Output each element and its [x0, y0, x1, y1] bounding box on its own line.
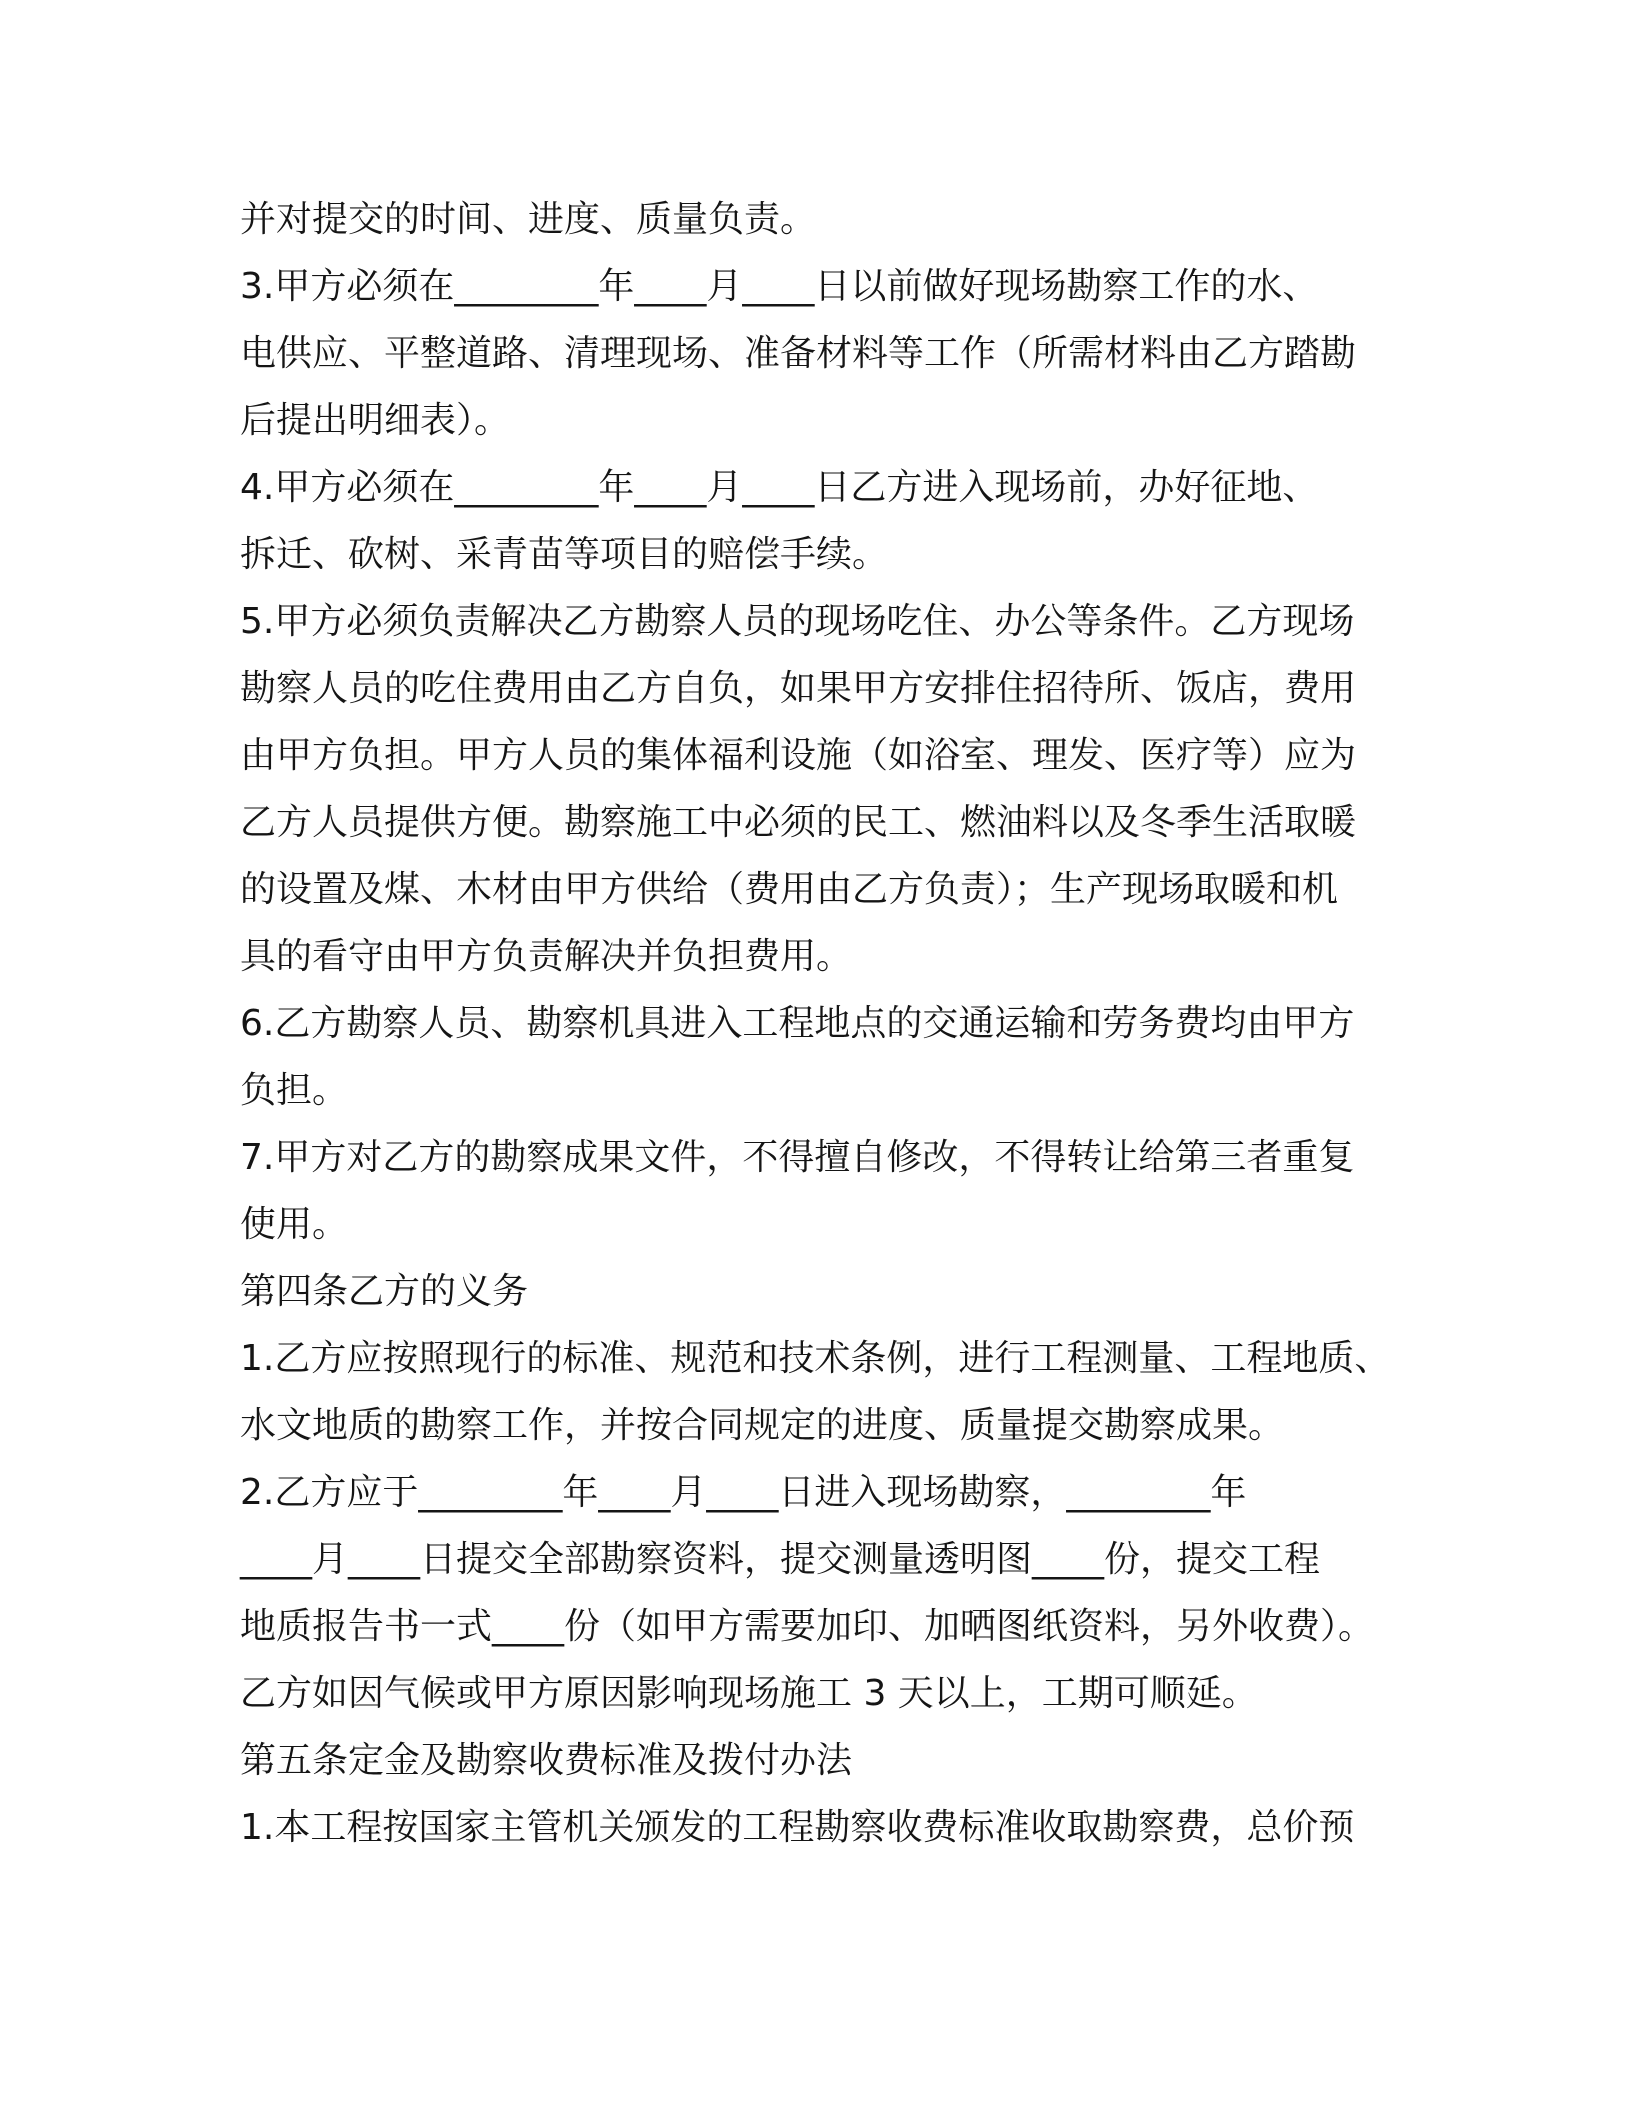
- text-line-15: 7.甲方对乙方的勘察成果文件，不得擅自修改，不得转让给第三者重复: [240, 1137, 1355, 1178]
- text-line-14: 负担。: [240, 1070, 349, 1111]
- text-line-5: 4.甲方必须在________年____月____日乙方进入现场前，办好征地、: [240, 467, 1319, 508]
- text-line-3: 电供应、平整道路、清理现场、准备材料等工作（所需材料由乙方踏勘: [240, 333, 1357, 374]
- text-line-16: 使用。: [240, 1204, 349, 1245]
- text-line-9: 由甲方负担。甲方人员的集体福利设施（如浴室、理发、医疗等）应为: [240, 735, 1357, 776]
- text-line-13: 6.乙方勘察人员、勘察机具进入工程地点的交通运输和劳务费均由甲方: [240, 1003, 1355, 1044]
- text-line-12: 具的看守由甲方负责解决并负担费用。: [240, 936, 853, 977]
- text-line-18: 1.乙方应按照现行的标准、规范和技术条例，进行工程测量、工程地质、: [240, 1338, 1391, 1379]
- text-line-23: 乙方如因气候或甲方原因影响现场施工 3 天以上，工期可顺延。: [240, 1673, 1258, 1714]
- text-line-4: 后提出明细表）。: [240, 400, 511, 441]
- text-line-22: 地质报告书一式____份（如甲方需要加印、加晒图纸资料，另外收费）。: [240, 1606, 1375, 1647]
- text-line-1: 并对提交的时间、进度、质量负责。: [240, 199, 817, 240]
- text-line-11: 的设置及煤、木材由甲方供给（费用由乙方负责）；生产现场取暖和机: [240, 869, 1339, 910]
- section-heading-article-4: 第四条乙方的义务: [240, 1271, 529, 1312]
- text-line-10: 乙方人员提供方便。勘察施工中必须的民工、燃油料以及冬季生活取暖: [240, 802, 1357, 843]
- text-line-20: 2.乙方应于________年____月____日进入现场勘察，________年: [240, 1472, 1247, 1513]
- contract-text-body: [240, 186, 1390, 1861]
- text-line-25: 1.本工程按国家主管机关颁发的工程勘察收费标准收取勘察费，总价预: [240, 1807, 1355, 1848]
- text-line-7: 5.甲方必须负责解决乙方勘察人员的现场吃住、办公等条件。乙方现场: [240, 601, 1355, 642]
- text-line-2: 3.甲方必须在________年____月____日以前做好现场勘察工作的水、: [240, 266, 1319, 307]
- text-line-21: ____月____日提交全部勘察资料，提交测量透明图____份，提交工程: [240, 1539, 1321, 1580]
- text-line-19: 水文地质的勘察工作，并按合同规定的进度、质量提交勘察成果。: [240, 1405, 1285, 1446]
- text-line-8: 勘察人员的吃住费用由乙方自负，如果甲方安排住招待所、饭店，费用: [240, 668, 1357, 709]
- section-heading-article-5: 第五条定金及勘察收费标准及拨付办法: [240, 1740, 853, 1781]
- text-line-6: 拆迁、砍树、采青苗等项目的赔偿手续。: [240, 534, 889, 575]
